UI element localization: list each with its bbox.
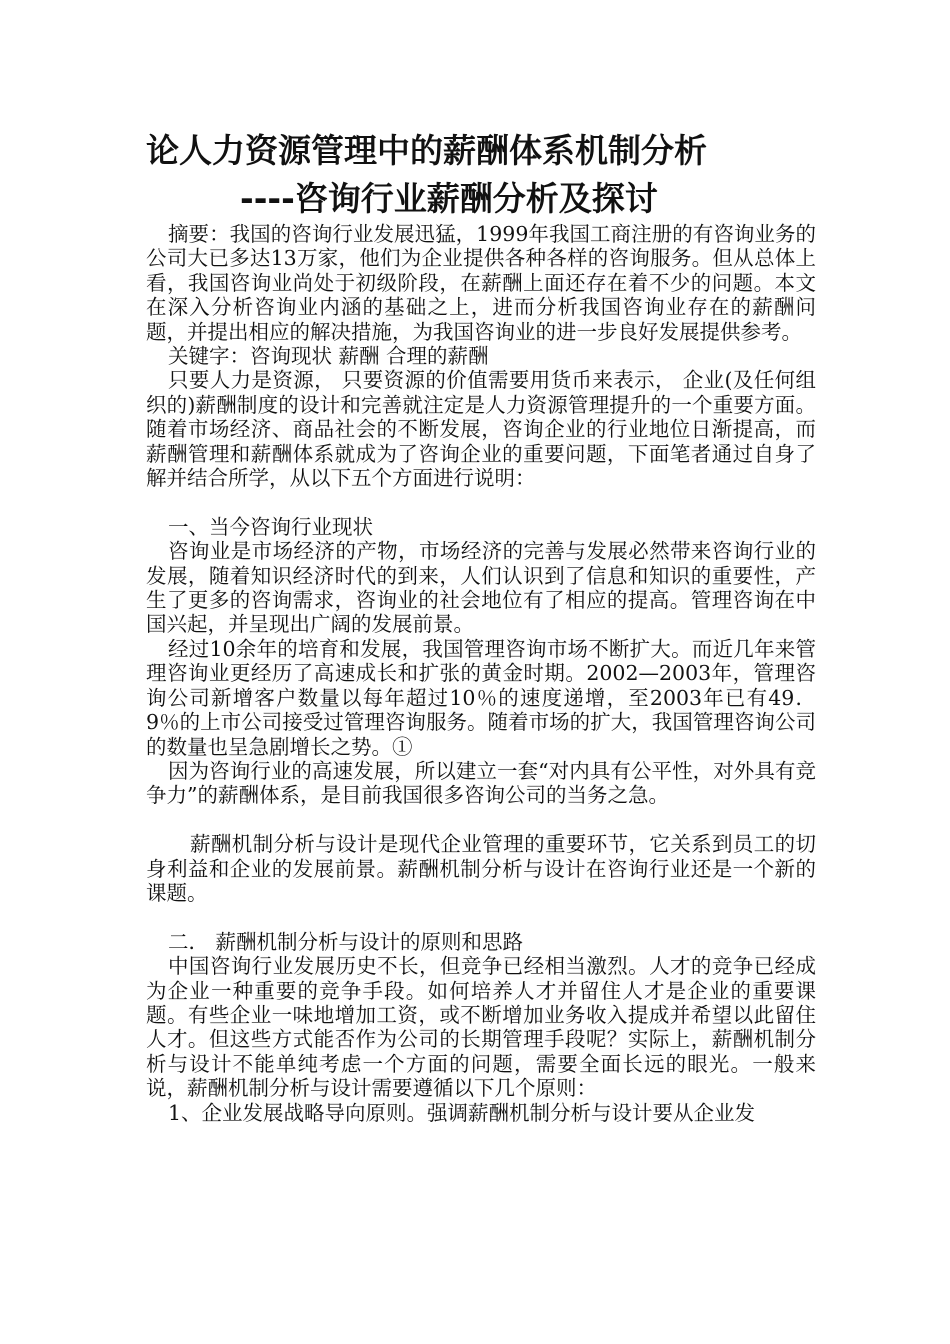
intro-paragraph: 只要人力是资源， 只要资源的价值需要用货币来表示， 企业(及任何组织的)薪酬制度的设计和完善就注定是人力资源管理提升的一个重要方面。随着市场经济、商品社会的不断发展，咨询企业的行业地位日渐提高，而薪酬管理和薪酬体系就成为了咨询企业的重要问题，下面笔者通过自身了解并结合所学，从以下五个方面进行说明：	[146, 368, 816, 491]
body-paragraph: 经过10余年的培育和发展，我国管理咨询市场不断扩大。而近几年来管理咨询业更经历了高速成长和扩张的黄金时期。2002—2003年，管理咨询公司新增客户数量以每年超过10％的速度递增，至2003年已有49．9％的上市公司接受过管理咨询服务。随着市场的扩大，我国管理咨询公司的数量也呈急剧增长之势。①	[146, 636, 816, 759]
body-paragraph: 1、企业发展战略导向原则。强调薪酬机制分析与设计要从企业发	[168, 1100, 756, 1125]
body-paragraph: 中国咨询行业发展历史不长，但竞争已经相当激烈。人才的竞争已经成为企业一种重要的竞争手段。如何培养人才并留住人才是企业的重要课题。有些企业一味地增加工资，或不断增加业务收入提成并希望以此留住人才。但这些方式能否作为公司的长期管理手段呢？实际上，薪酬机制分析与设计不能单纯考虑一个方面的问题，需要全面长远的眼光。一般来说，薪酬机制分析与设计需要遵循以下几个原则：	[146, 954, 816, 1101]
blank-line	[146, 490, 816, 514]
section-heading-1: 一、当今咨询行业现状	[168, 514, 373, 539]
blank-line	[146, 905, 816, 929]
body-paragraph: 咨询业是市场经济的产物，市场经济的完善与发展必然带来咨询行业的发展，随着知识经济时代的到来，人们认识到了信息和知识的重要性，产生了更多的咨询需求，咨询业的社会地位有了相应的提高。管理咨询在中国兴起，并呈现出广阔的发展前景。	[146, 539, 816, 637]
keywords-line: 关键字：咨询现状 薪酬 合理的薪酬	[168, 344, 489, 369]
body-paragraph: 因为咨询行业的高速发展，所以建立一套“对内具有公平性，对外具有竞争力”的薪酬体系，是目前我国很多咨询公司的当务之急。	[146, 758, 816, 808]
document-body	[146, 222, 816, 1125]
body-paragraph: 薪酬机制分析与设计是现代企业管理的重要环节，它关系到员工的切身利益和企业的发展前景。薪酬机制分析与设计在咨询行业还是一个新的课题。	[146, 832, 816, 905]
blank-line	[146, 808, 816, 832]
abstract-paragraph: 摘要：我国的咨询行业发展迅猛，1999年我国工商注册的有咨询业务的公司大已多达13万家，他们为企业提供各种各样的咨询服务。但从总体上看，我国咨询业尚处于初级阶段，在薪酬上面还存在着不少的问题。本文在深入分析咨询业内涵的基础之上，进而分析我国咨询业存在的薪酬问题，并提出相应的解决措施，为我国咨询业的进一步良好发展提供参考。	[146, 222, 816, 344]
document-title: 论人力资源管理中的薪酬体系机制分析	[146, 131, 707, 170]
document-subtitle: ----咨询行业薪酬分析及探讨	[240, 179, 658, 218]
section-heading-2: 二． 薪酬机制分析与设计的原则和思路	[168, 929, 524, 954]
